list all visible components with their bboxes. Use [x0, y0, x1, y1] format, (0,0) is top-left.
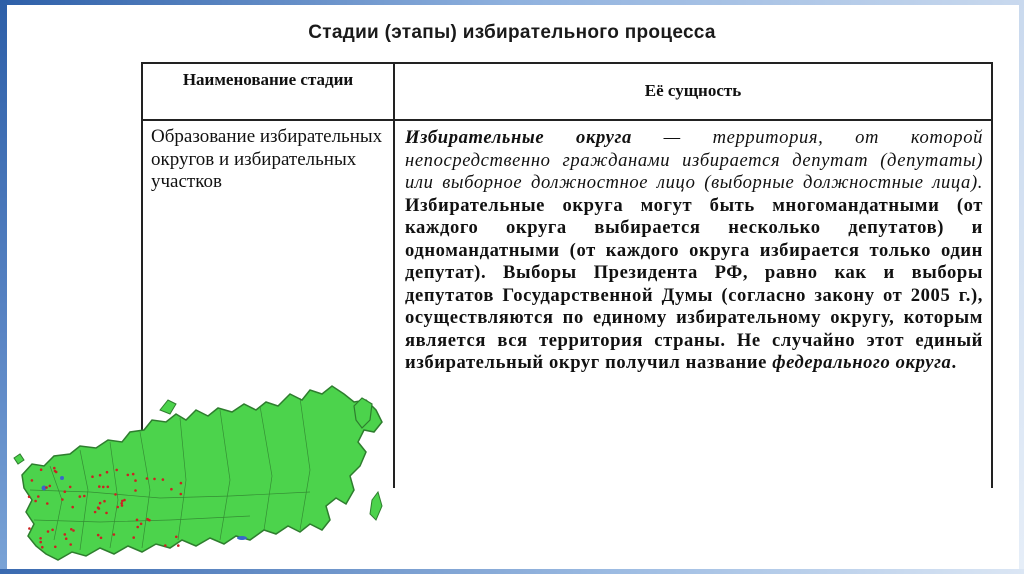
slide-frame-right: [1019, 0, 1024, 574]
district-marker: [132, 473, 135, 476]
essence-body: Избирательные округа могут быть многомандатными (от каждого округа выбирается несколько депутатов) и одномандатными (от каждого округа избирается только один депутат). Выборы Президента РФ, равно как и выборы депутатов Государственной Думы (согласно закону от 2005 г.), осуществляются по единому избирательному округу, которым является вся территория страны. Не случайно этот единый избирательный округ получил название: [405, 194, 983, 373]
slide-title: Стадии (этапы) избирательного процесса: [308, 22, 716, 43]
district-marker: [177, 544, 180, 547]
table-cell-essence: [405, 127, 983, 375]
district-marker: [153, 478, 156, 481]
district-marker: [99, 474, 102, 477]
district-marker: [107, 486, 110, 489]
district-marker: [65, 537, 68, 540]
essence-definition: территория, от которой непосредственно гражданами избирается депутат (депутаты) или выборное должностное лицо (выборные должностные лица).: [405, 127, 983, 193]
district-marker: [164, 544, 167, 547]
district-marker: [47, 530, 50, 533]
district-marker: [37, 495, 40, 498]
essence-dash: —: [631, 127, 713, 148]
district-marker: [49, 485, 52, 488]
district-marker: [39, 541, 42, 544]
district-marker: [97, 534, 100, 537]
district-marker: [54, 546, 57, 549]
district-marker: [123, 499, 126, 502]
essence-closing-term: федерального округа: [772, 352, 952, 373]
district-marker: [162, 478, 165, 481]
district-marker: [46, 502, 49, 505]
slide-frame-left: [0, 0, 7, 574]
slide-frame-top: [0, 0, 1024, 5]
district-marker: [54, 470, 57, 473]
russia-territory-shape: [22, 386, 382, 560]
kaliningrad-shape: [14, 454, 24, 464]
district-marker: [98, 485, 101, 488]
district-marker: [91, 475, 94, 478]
district-marker: [115, 469, 118, 472]
district-marker: [71, 506, 74, 509]
district-marker: [34, 500, 37, 503]
district-marker: [53, 467, 56, 470]
district-marker: [120, 502, 123, 505]
table-header-divider: [143, 119, 991, 121]
district-marker: [69, 486, 72, 489]
district-marker: [83, 495, 86, 498]
district-marker: [102, 486, 105, 489]
district-marker: [70, 528, 73, 531]
district-marker: [175, 536, 178, 539]
district-marker: [146, 518, 149, 521]
district-marker: [40, 468, 43, 471]
essence-closing-period: .: [951, 352, 957, 373]
district-marker: [41, 546, 44, 549]
table-column-divider: [393, 64, 395, 488]
district-marker: [31, 479, 34, 482]
district-marker: [72, 529, 75, 532]
district-marker: [105, 512, 108, 515]
district-marker: [39, 537, 42, 540]
district-marker: [127, 474, 130, 477]
district-marker: [180, 482, 183, 485]
district-marker: [94, 511, 97, 514]
district-marker: [140, 523, 143, 526]
district-marker: [116, 506, 119, 509]
district-marker: [146, 477, 149, 480]
district-marker: [103, 500, 106, 503]
essence-term: Избирательные округа: [405, 127, 632, 148]
district-marker: [100, 537, 103, 540]
table-cell-stage: Образование избирательных округов и избирательных участков: [151, 126, 383, 192]
district-marker: [45, 486, 48, 489]
novaya-zemlya-shape: [160, 400, 176, 414]
russia-map-icon: [10, 380, 390, 570]
district-marker: [64, 490, 67, 493]
district-marker: [136, 526, 139, 529]
district-marker: [113, 533, 116, 536]
district-marker: [121, 504, 124, 507]
header-essence: Её сущность: [644, 81, 742, 100]
district-marker: [114, 493, 117, 496]
district-marker: [170, 488, 173, 491]
district-marker: [28, 527, 31, 530]
district-marker: [51, 529, 54, 532]
district-marker: [69, 543, 72, 546]
district-marker: [134, 489, 137, 492]
district-marker: [97, 506, 100, 509]
district-marker: [132, 536, 135, 539]
district-marker: [106, 471, 109, 474]
district-marker: [99, 502, 102, 505]
district-marker: [134, 479, 137, 482]
district-marker: [64, 533, 67, 536]
district-marker: [180, 493, 183, 496]
district-marker: [61, 498, 64, 501]
header-stage-name: Наименование стадии: [182, 70, 354, 89]
district-marker: [28, 496, 31, 499]
district-marker: [136, 519, 139, 522]
district-marker: [79, 495, 82, 498]
sakhalin-shape: [370, 492, 382, 520]
